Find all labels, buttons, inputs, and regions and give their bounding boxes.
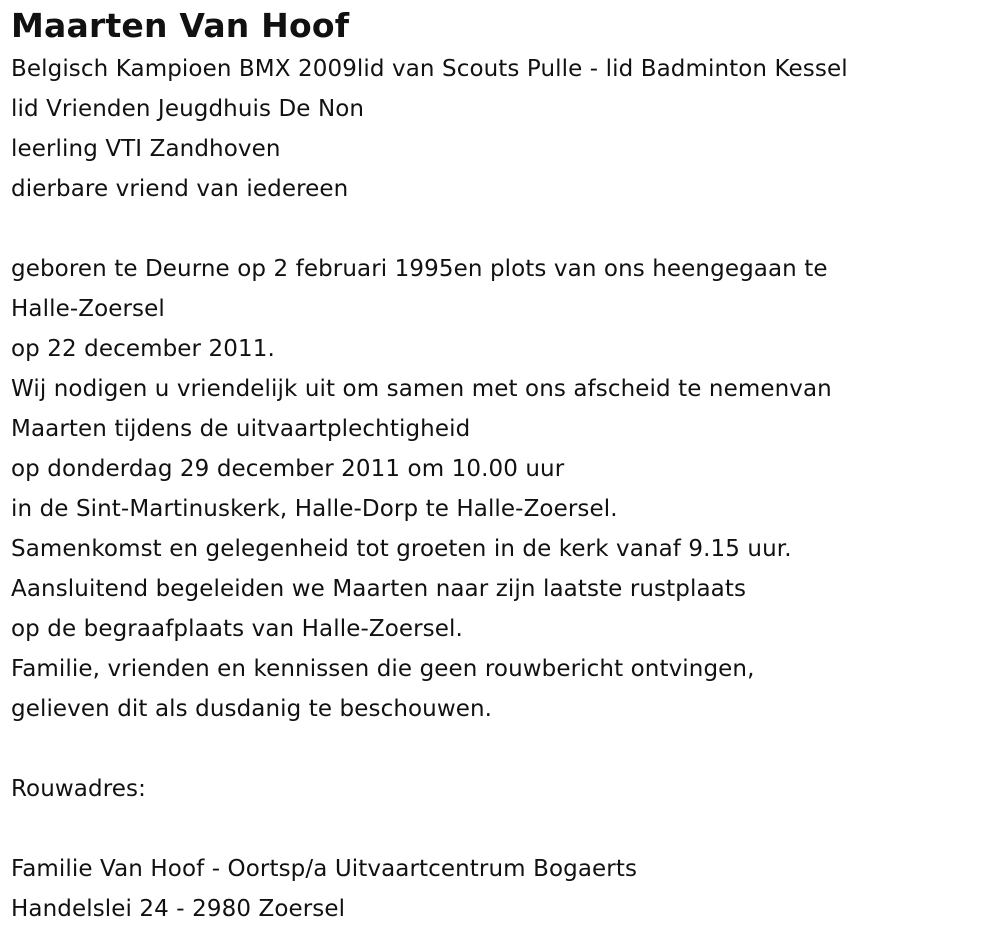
body-line: op de begraafplaats van Halle-Zoersel. (11, 616, 463, 642)
mourning-address-label: Rouwadres: (11, 776, 146, 802)
body-line: gelieven dit als dusdanig te beschouwen. (11, 696, 493, 722)
obituary-document (11, 4, 996, 929)
body-line: leerling VTI Zandhoven (11, 136, 281, 162)
obituary-title: Maarten Van Hoof (11, 6, 350, 45)
body-line: Samenkomst en gelegenheid tot groeten in de kerk vanaf 9.15 uur. (11, 536, 792, 562)
body-line: Halle-Zoersel (11, 296, 165, 322)
blank-line (11, 209, 996, 249)
address-line: Familie Van Hoof - Oortsp/a Uitvaartcentrum Bogaerts (11, 856, 638, 882)
address-line: Handelslei 24 - 2980 Zoersel (11, 896, 346, 922)
body-line: in de Sint-Martinuskerk, Halle-Dorp te Halle-Zoersel. (11, 496, 618, 522)
body-line: geboren te Deurne op 2 februari 1995en plots van ons heengegaan te (11, 256, 828, 282)
obituary-body (11, 49, 996, 929)
body-line: dierbare vriend van iedereen (11, 176, 349, 202)
body-line: Belgisch Kampioen BMX 2009lid van Scouts Pulle - lid Badminton Kessel (11, 56, 848, 82)
body-line: Wij nodigen u vriendelijk uit om samen met ons afscheid te nemenvan (11, 376, 832, 402)
body-line: op donderdag 29 december 2011 om 10.00 uur (11, 456, 565, 482)
body-line: Familie, vrienden en kennissen die geen rouwbericht ontvingen, (11, 656, 755, 682)
body-line: Aansluitend begeleiden we Maarten naar zijn laatste rustplaats (11, 576, 747, 602)
blank-line (11, 809, 996, 849)
body-line: lid Vrienden Jeugdhuis De Non (11, 96, 365, 122)
body-line: Maarten tijdens de uitvaartplechtigheid (11, 416, 471, 442)
body-line: op 22 december 2011. (11, 336, 275, 362)
blank-line (11, 729, 996, 769)
